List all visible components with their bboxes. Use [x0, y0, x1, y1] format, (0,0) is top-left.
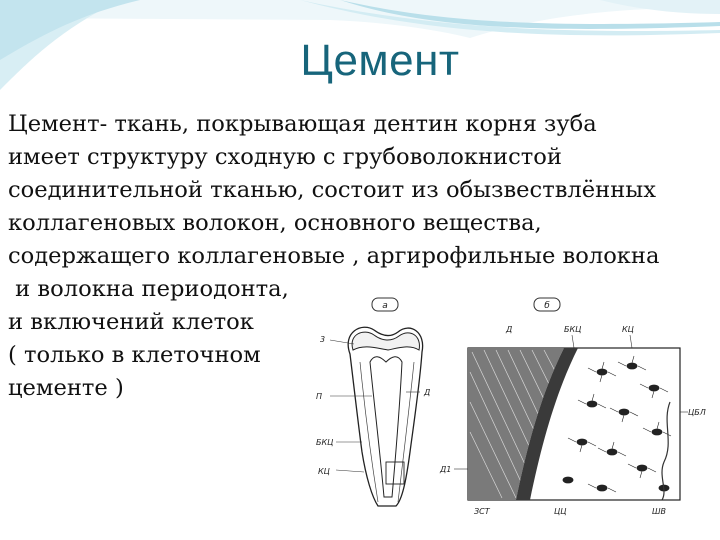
slide-title: Цемент: [300, 36, 460, 85]
label-pulp: П: [316, 392, 323, 401]
label-dentin: Д: [424, 388, 431, 397]
panel-a-tag: а: [382, 301, 388, 311]
label-cellular-cement: КЦ: [318, 467, 330, 476]
label-cellular-cement-b: КЦ: [622, 325, 634, 334]
label-fiber-bundles: ЦБЛ: [688, 408, 706, 417]
panel-b-tag: б: [544, 301, 550, 311]
body-line: Цемент- ткань, покрывающая дентин корня зуба: [8, 111, 597, 137]
body-line: имеет структуру сходную с грубоволокнистой: [8, 144, 562, 170]
body-line: содержащего коллагеновые , аргирофильные волокна: [8, 243, 660, 269]
label-enamel: 3: [320, 335, 326, 344]
label-acellular-cement: БКЦ: [316, 438, 334, 447]
body-line: коллагеновых волокон, основного вещества,: [8, 210, 542, 236]
tooth-cement-illustration: [302, 292, 714, 522]
body-line: ( только в клеточном: [8, 342, 261, 368]
panel-a-tooth-section: [316, 298, 430, 506]
label-cementocytes: ЦЦ: [554, 507, 567, 516]
body-line: соединительной тканью, состоит из обызвествлённых: [8, 177, 656, 203]
body-line: цементе ): [8, 375, 124, 401]
label-granular-layer: ЗСТ: [474, 507, 490, 516]
label-acellular-cement-b: БКЦ: [564, 325, 582, 334]
panel-b-micro-section: [439, 298, 706, 516]
label-dentin-layer: Д1: [440, 465, 452, 474]
label-dentin-b: Д: [506, 325, 513, 334]
body-line: и волокна периодонта,: [8, 276, 289, 302]
body-line: и включений клеток: [8, 309, 254, 335]
label-fibers: ШВ: [652, 507, 667, 516]
